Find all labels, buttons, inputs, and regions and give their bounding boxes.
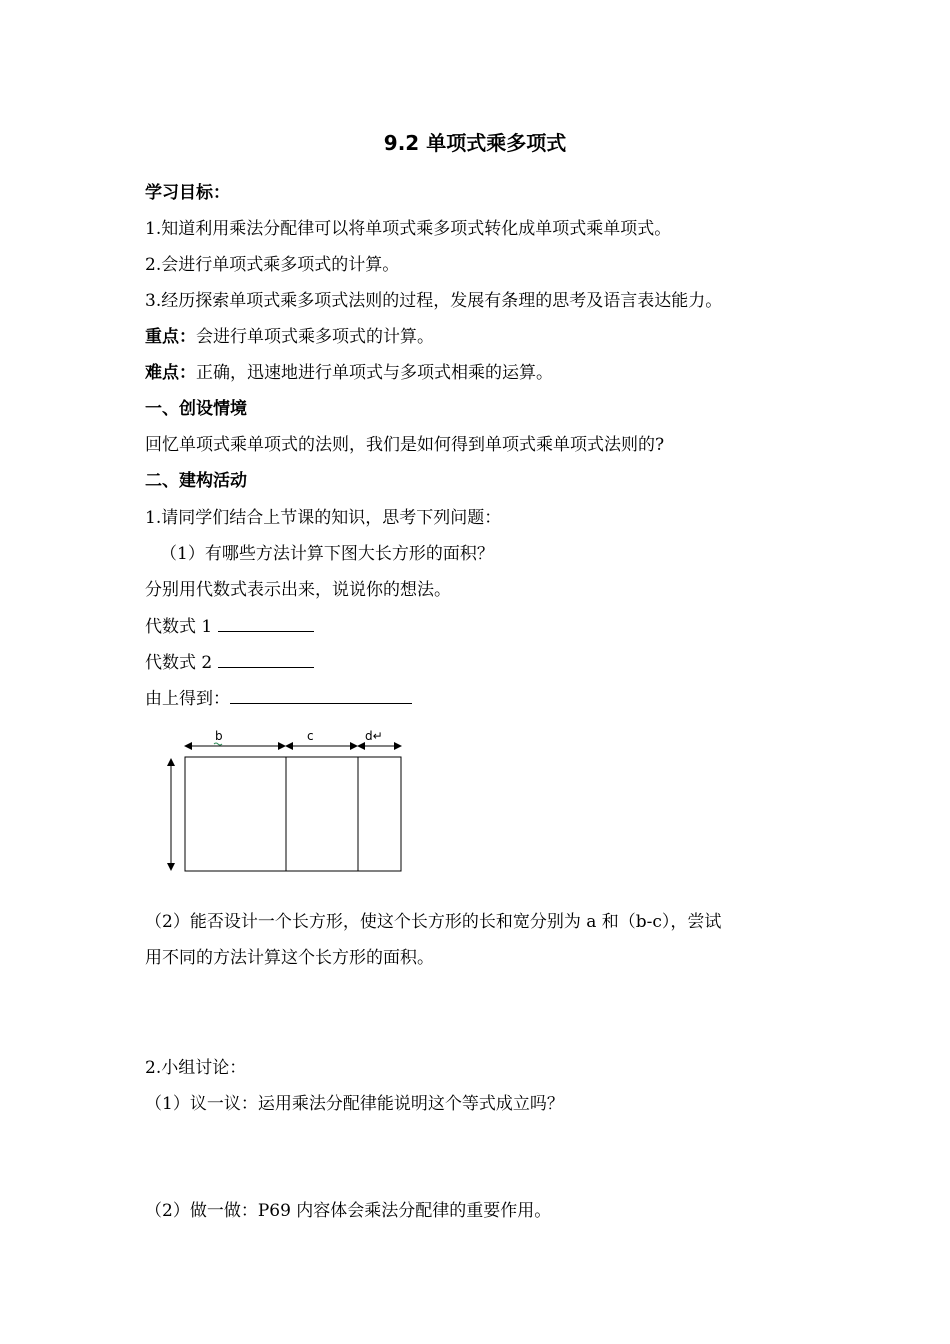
- question-2-1: （1）议一议：运用乘法分配律能说明这个等式成立吗？: [145, 1094, 564, 1114]
- difficulty-label: 难点：: [145, 363, 196, 383]
- key-point: [145, 326, 434, 348]
- derived-label: 由上得到：: [145, 689, 230, 709]
- section1-text: 回忆单项式乘单项式的法则，我们是如何得到单项式乘单项式法则的?: [145, 435, 665, 455]
- page-title: 9.2 单项式乘多项式: [383, 131, 567, 155]
- question-1-2-line1: （2）能否设计一个长方形，使这个长方形的长和宽分别为 a 和（b-c），尝试: [145, 912, 722, 932]
- objective-item-2: 2.会进行单项式乘多项式的计算。: [145, 255, 400, 275]
- question-1-2-line2: 用不同的方法计算这个长方形的面积。: [145, 948, 434, 968]
- question-1: 1.请同学们结合上节课的知识，思考下列问题：: [145, 508, 502, 528]
- difficulty-text: 正确，迅速地进行单项式与多项式相乘的运算。: [196, 363, 553, 383]
- expression-1-row: [145, 615, 314, 638]
- expression-2-label: 代数式 2: [145, 653, 213, 673]
- objective-item-1: 1.知道利用乘法分配律可以将单项式乘多项式转化成单项式乘单项式。: [145, 219, 672, 239]
- label-b-squiggle: [214, 743, 222, 745]
- label-c: c: [307, 729, 314, 743]
- objectives-heading: 学习目标：: [145, 183, 230, 203]
- key-point-text: 会进行单项式乘多项式的计算。: [196, 327, 434, 347]
- expression-2-row: [145, 651, 314, 674]
- expression-1-label: 代数式 1: [145, 617, 213, 637]
- section1-heading: 一、创设情境: [145, 399, 247, 419]
- derived-blank[interactable]: [230, 687, 412, 704]
- question-1-1: （1）有哪些方法计算下图大长方形的面积？: [160, 544, 494, 564]
- objective-item-3: 3.经历探索单项式乘多项式法则的过程，发展有条理的思考及语言表达能力。: [145, 291, 723, 311]
- key-point-label: 重点：: [145, 327, 196, 347]
- difficulty: [145, 362, 553, 384]
- rectangle-figure: [160, 722, 410, 878]
- label-b: b: [215, 729, 223, 743]
- question-2-2: （2）做一做：P69 内容体会乘法分配律的重要作用。: [145, 1201, 552, 1221]
- expression-1-blank[interactable]: [218, 615, 314, 632]
- large-rectangle: [185, 757, 401, 871]
- section2-heading: 二、建构活动: [145, 471, 247, 491]
- expression-2-blank[interactable]: [218, 651, 314, 668]
- question-2: 2.小组讨论：: [145, 1058, 247, 1078]
- derived-row: [145, 687, 412, 710]
- label-d: d↵: [365, 729, 383, 743]
- question-1-1-note: 分别用代数式表示出来，说说你的想法。: [145, 580, 451, 600]
